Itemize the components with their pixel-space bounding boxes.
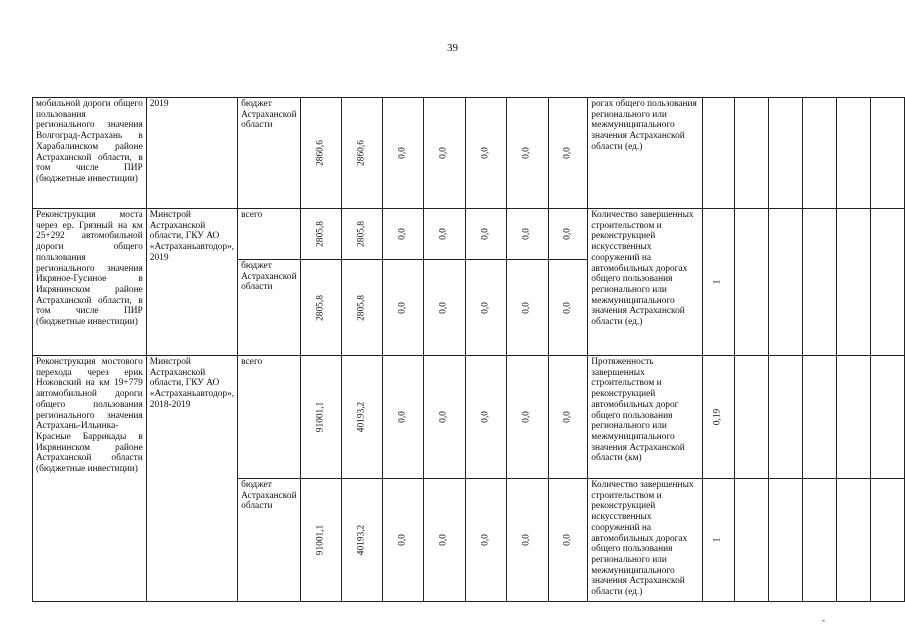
value-text: 2805,8 [356, 294, 367, 321]
target-text: 0,19 [712, 408, 723, 426]
value-text: 0,0 [439, 411, 450, 423]
empty-cell [768, 356, 802, 479]
value-cell [300, 260, 342, 356]
value-cell [382, 209, 424, 260]
value-cell [507, 479, 549, 602]
value-text: 0,0 [397, 147, 408, 159]
value-text: 0,0 [480, 411, 491, 423]
value-cell [465, 260, 507, 356]
empty-cell [836, 479, 870, 602]
value-cell [424, 356, 466, 479]
value-cell [300, 209, 342, 260]
value-text: 0,0 [562, 301, 573, 314]
value-cell [507, 356, 549, 479]
value-cell [382, 479, 424, 602]
executor-cell: Минстрой Астраханской области, ГКУ АО «Астраханьавтодор», 2018-2019 [146, 356, 237, 602]
empty-cell [836, 98, 870, 209]
empty-cell [836, 209, 870, 356]
value-cell [300, 479, 342, 602]
value-cell [424, 260, 466, 356]
object-name-cell: Реконструкция мостового перехода через ерик Ножовский на км 19+779 автомобильной дороги общего пользования регионального значения Астрахань-Ильинка-Красные Баррикады в Икрянинском районе Астраханской области (бюджетные инвестиции) [33, 356, 147, 602]
value-cell [382, 260, 424, 356]
stray-mark: - [822, 615, 825, 625]
value-cell [342, 356, 383, 479]
value-text: 40193,2 [356, 401, 367, 433]
value-text: 2805,8 [315, 221, 326, 247]
table-row [33, 356, 905, 479]
target-cell [702, 479, 734, 602]
table-row [33, 209, 905, 260]
value-cell [548, 98, 588, 209]
value-cell [342, 260, 383, 356]
indicator-cell: рогах общего пользования регионального или межмуниципального значения Астраханской области (ед.) [588, 98, 702, 209]
table-row [33, 98, 905, 209]
value-text: 0,0 [397, 534, 408, 546]
indicator-cell: Количество завершенных строительством и реконструкцией искусственных сооружений на автомобильных дорогах общего пользования регионального или межмуниципального значения Астраханской области (ед.) [588, 479, 702, 602]
empty-cell [870, 356, 904, 479]
value-cell [548, 356, 588, 479]
value-cell [548, 260, 588, 356]
value-text: 0,0 [480, 301, 491, 314]
value-text: 0,0 [522, 411, 533, 423]
value-text: 2860,6 [356, 140, 367, 166]
empty-cell [768, 479, 802, 602]
value-text: 2860,6 [315, 140, 326, 166]
executor-cell: Минстрой Астраханской области, ГКУ АО «Астраханьавтодор», 2019 [146, 209, 237, 356]
value-cell [300, 356, 342, 479]
value-text: 0,0 [480, 534, 491, 546]
target-cell [702, 209, 734, 356]
empty-cell [802, 479, 836, 602]
value-text: 40193,2 [356, 524, 367, 556]
value-cell [465, 209, 507, 260]
empty-cell [836, 356, 870, 479]
value-text: 91001,1 [315, 524, 326, 556]
value-cell [548, 479, 588, 602]
empty-cell [802, 356, 836, 479]
value-cell [507, 98, 549, 209]
value-text: 0,0 [562, 411, 573, 423]
funding-source-cell: всего [238, 356, 300, 479]
empty-cell [802, 209, 836, 356]
value-text: 0,0 [522, 534, 533, 546]
empty-cell [734, 98, 768, 209]
value-cell [342, 479, 383, 602]
value-text: 0,0 [522, 228, 533, 240]
value-text: 2805,8 [356, 221, 367, 247]
empty-cell [870, 98, 904, 209]
value-cell [424, 98, 466, 209]
funding-source-cell: бюджет Астраханской области [238, 98, 300, 209]
value-text: 0,0 [439, 228, 450, 240]
value-cell [548, 209, 588, 260]
empty-cell [734, 356, 768, 479]
value-text: 0,0 [397, 411, 408, 423]
target-text: 1 [712, 279, 723, 285]
value-cell [382, 98, 424, 209]
empty-cell [734, 479, 768, 602]
target-text: 1 [712, 537, 723, 543]
value-cell [300, 98, 342, 209]
value-text: 0,0 [562, 228, 573, 240]
value-text: 0,0 [522, 301, 533, 314]
value-text: 0,0 [397, 301, 408, 314]
value-cell [465, 98, 507, 209]
value-cell [465, 479, 507, 602]
value-text: 0,0 [562, 534, 573, 546]
value-cell [342, 98, 383, 209]
funding-source-cell: всего [238, 209, 300, 260]
indicator-cell: Количество завершенных строительством и реконструкцией искусственных сооружений на автомобильных дорогах общего пользования регионального или межмуниципального значения Астраханской области (ед.) [588, 209, 702, 356]
value-text: 0,0 [522, 147, 533, 159]
value-text: 0,0 [439, 301, 450, 314]
page-number: 39 [447, 42, 458, 54]
value-cell [507, 209, 549, 260]
value-text: 2805,8 [315, 294, 326, 321]
value-cell [342, 209, 383, 260]
value-text: 91001,1 [315, 401, 326, 433]
program-table [32, 97, 905, 602]
value-cell [424, 479, 466, 602]
value-text: 0,0 [397, 228, 408, 240]
empty-cell [768, 98, 802, 209]
empty-cell [870, 209, 904, 356]
empty-cell [870, 479, 904, 602]
empty-cell [768, 209, 802, 356]
target-cell [702, 356, 734, 479]
value-cell [382, 356, 424, 479]
funding-source-cell: бюджет Астраханской области [238, 260, 300, 356]
object-name-cell: мобильной дороги общего пользования регионального значения Волгоград-Астрахань в Харабалинском районе Астраханской области, в том числе ПИР (бюджетные инвестиции) [33, 98, 147, 209]
indicator-cell: Протяженность завершенных строительством и реконструкцией автомобильных дорог общего пользования регионального или межмуниципального значения Астраханской области (км) [588, 356, 702, 479]
value-text: 0,0 [439, 534, 450, 546]
funding-source-cell: бюджет Астраханской области [238, 479, 300, 602]
empty-cell [802, 98, 836, 209]
executor-cell: 2019 [146, 98, 237, 209]
value-text: 0,0 [480, 147, 491, 159]
object-name-cell: Реконструкция моста через ер. Грязный на км 25+292 автомобильной дороги общего пользования регионального значения Икряное-Гусиное в Икрянинском районе Астраханской области, в том числе ПИР (бюджетные инвестиции) [33, 209, 147, 356]
value-text: 0,0 [480, 228, 491, 240]
target-cell [702, 98, 734, 209]
value-cell [507, 260, 549, 356]
empty-cell [734, 209, 768, 356]
value-text: 0,0 [562, 147, 573, 159]
value-cell [465, 356, 507, 479]
value-text: 0,0 [439, 147, 450, 159]
value-cell [424, 209, 466, 260]
